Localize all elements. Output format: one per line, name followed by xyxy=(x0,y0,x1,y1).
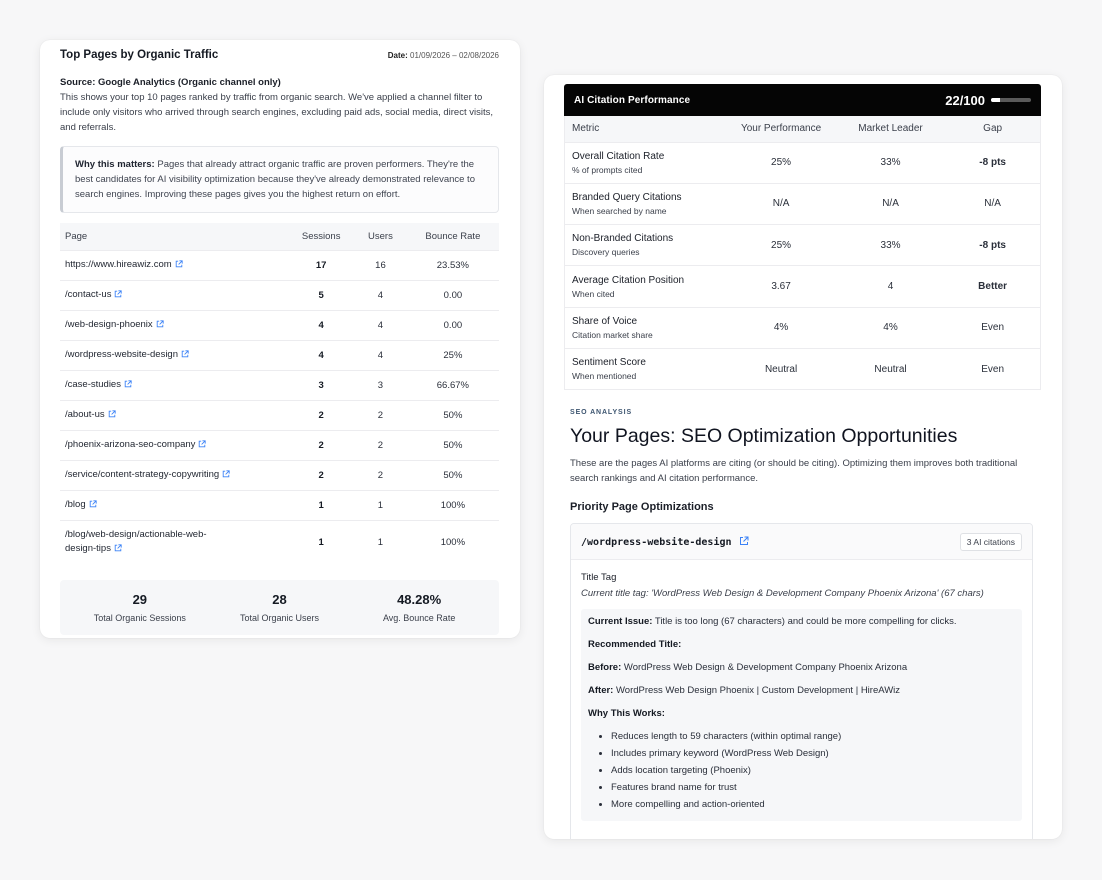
page-path[interactable]: /web-design-phoenix xyxy=(65,319,153,330)
page-path[interactable]: /blog/web-design/actionable-web-design-tips xyxy=(65,528,207,554)
score-value: 22/100 xyxy=(945,92,985,108)
table-row xyxy=(60,430,499,460)
card-header xyxy=(60,49,499,61)
sessions-cell: 1 xyxy=(288,520,354,564)
metric-cell xyxy=(565,348,727,389)
page-link[interactable] xyxy=(60,430,288,460)
page-url-link[interactable] xyxy=(581,532,749,551)
external-link-icon[interactable] xyxy=(222,470,230,481)
recommended-title-heading xyxy=(588,638,1015,652)
bounce-rate-cell: 0.00 xyxy=(407,310,499,340)
page-link[interactable] xyxy=(60,250,288,280)
your-performance-cell: N/A xyxy=(726,183,835,224)
table-row xyxy=(60,250,499,280)
metric-cell xyxy=(565,266,727,307)
users-cell: 4 xyxy=(354,280,407,310)
bounce-rate-cell: 0.00 xyxy=(407,280,499,310)
table-row xyxy=(565,225,1041,266)
metric-name: Overall Citation Rate xyxy=(572,150,665,162)
market-leader-cell: 33% xyxy=(836,142,945,183)
page-path[interactable]: /about-us xyxy=(65,409,105,420)
table-row xyxy=(565,348,1041,389)
users-cell: 4 xyxy=(354,310,407,340)
ai-citation-header xyxy=(564,84,1041,116)
bounce-rate-cell: 50% xyxy=(407,400,499,430)
ai-citation-card xyxy=(544,75,1062,839)
page-link[interactable] xyxy=(60,280,288,310)
section-eyebrow: SEO ANALYSIS xyxy=(570,409,633,417)
page-path[interactable]: /phoenix-arizona-seo-company xyxy=(65,439,196,450)
summary-value: 48.28% xyxy=(397,592,442,607)
bounce-rate-cell: 100% xyxy=(407,490,499,520)
metric-name: Branded Query Citations xyxy=(572,191,682,203)
page-path[interactable]: /contact-us xyxy=(65,289,112,300)
metric-cell xyxy=(565,183,727,224)
gap-cell: -8 pts xyxy=(945,142,1040,183)
external-link-icon[interactable] xyxy=(175,260,183,271)
top-pages-table xyxy=(60,223,499,564)
why-this-works-label: Why This Works: xyxy=(588,708,665,720)
your-performance-cell: 25% xyxy=(726,225,835,266)
metric-subtitle: When mentioned xyxy=(572,371,637,382)
table-header-row xyxy=(565,116,1041,142)
summary-label: Avg. Bounce Rate xyxy=(382,613,456,623)
metric-name: Non-Branded Citations xyxy=(572,233,674,245)
market-leader-cell: Neutral xyxy=(836,348,945,389)
why-this-matters-callout xyxy=(60,146,499,213)
organic-traffic-card xyxy=(40,40,520,638)
metric-subtitle: Citation market share xyxy=(572,329,653,340)
table-row xyxy=(60,280,499,310)
traffic-summary xyxy=(60,580,499,635)
sessions-cell: 3 xyxy=(288,370,354,400)
page-path[interactable]: /case-studies xyxy=(65,379,121,390)
page-path[interactable]: /wordpress-website-design xyxy=(65,349,178,360)
metric-name: Average Citation Position xyxy=(572,274,685,286)
bounce-rate-cell: 25% xyxy=(407,340,499,370)
priority-optimizations-title: Priority Page Optimizations xyxy=(570,501,714,514)
metric-cell xyxy=(565,307,727,348)
metric-subtitle: When searched by name xyxy=(572,205,667,216)
table-row xyxy=(60,400,499,430)
summary-total-sessions xyxy=(71,592,209,623)
page-path[interactable]: https://www.hireawiz.com xyxy=(65,259,172,270)
users-cell: 2 xyxy=(354,400,407,430)
before-title xyxy=(588,661,1015,675)
gap-cell: Better xyxy=(945,266,1040,307)
why-this-works-heading xyxy=(588,707,1015,721)
date-label: Date: xyxy=(387,51,408,60)
metric-cell xyxy=(565,142,727,183)
table-row xyxy=(60,520,499,564)
page-optimization-header xyxy=(571,524,1032,560)
page-link[interactable] xyxy=(60,520,288,564)
date-range xyxy=(388,51,499,60)
bounce-rate-cell: 50% xyxy=(407,460,499,490)
users-cell: 3 xyxy=(354,370,407,400)
citation-metrics-table xyxy=(564,116,1041,390)
score-display xyxy=(945,93,1031,108)
column-header-page: Page xyxy=(65,230,88,242)
page-optimization-card xyxy=(570,523,1033,839)
before-text: WordPress Web Design & Development Company Phoenix Arizona xyxy=(623,662,908,674)
bounce-rate-cell: 100% xyxy=(407,520,499,564)
market-leader-cell: N/A xyxy=(836,183,945,224)
external-link-icon[interactable] xyxy=(114,290,122,301)
title-tag-label: Title Tag xyxy=(581,572,617,584)
current-issue xyxy=(588,615,1015,629)
users-cell: 1 xyxy=(354,490,407,520)
table-row xyxy=(565,266,1041,307)
page-url[interactable]: /wordpress-website-design xyxy=(581,537,732,549)
before-label: Before: xyxy=(588,662,622,674)
summary-label: Total Organic Sessions xyxy=(93,613,186,623)
gap-cell: N/A xyxy=(945,183,1040,224)
metric-subtitle: % of prompts cited xyxy=(572,164,643,175)
summary-label: Total Organic Users xyxy=(239,613,319,623)
column-header-metric: Metric xyxy=(565,116,727,142)
table-row xyxy=(60,310,499,340)
metric-subtitle: When cited xyxy=(572,288,615,299)
column-header-market-leader: Market Leader xyxy=(836,116,945,142)
page-link[interactable] xyxy=(60,310,288,340)
table-row xyxy=(565,142,1041,183)
table-row xyxy=(565,183,1041,224)
market-leader-cell: 4 xyxy=(836,266,945,307)
table-row xyxy=(60,460,499,490)
summary-value: 29 xyxy=(132,592,148,607)
users-cell: 4 xyxy=(354,340,407,370)
sessions-cell: 2 xyxy=(288,460,354,490)
card-title: Top Pages by Organic Traffic xyxy=(60,49,219,61)
date-value: 01/09/2026 – 02/08/2026 xyxy=(410,51,499,60)
score-progress-fill xyxy=(991,98,1000,102)
bounce-rate-cell: 50% xyxy=(407,430,499,460)
metric-name: Share of Voice xyxy=(572,315,638,327)
page-link[interactable] xyxy=(60,460,288,490)
column-header-sessions: Sessions xyxy=(301,230,341,242)
page-link[interactable] xyxy=(60,490,288,520)
your-performance-cell: 3.67 xyxy=(726,266,835,307)
metric-cell xyxy=(565,225,727,266)
page-link[interactable] xyxy=(60,340,288,370)
external-link-icon[interactable] xyxy=(181,350,189,361)
market-leader-cell: 33% xyxy=(836,225,945,266)
summary-total-users xyxy=(210,592,348,623)
your-performance-cell: 25% xyxy=(726,142,835,183)
column-header-your-performance: Your Performance xyxy=(726,116,835,142)
table-row xyxy=(60,490,499,520)
gap-cell: -8 pts xyxy=(945,225,1040,266)
page-optimization-body xyxy=(571,560,1032,821)
citation-count-badge: 3 AI citations xyxy=(960,533,1022,551)
recommendation-box xyxy=(581,609,1022,821)
after-label: After: xyxy=(588,685,614,697)
page-link[interactable] xyxy=(60,400,288,430)
table-row xyxy=(60,370,499,400)
gap-cell: Even xyxy=(945,348,1040,389)
table-row xyxy=(565,307,1041,348)
your-performance-cell: Neutral xyxy=(726,348,835,389)
after-text: WordPress Web Design Phoenix | Custom Development | HireAWiz xyxy=(615,685,901,697)
list-item: • Features brand name for trust xyxy=(611,779,1015,796)
users-cell: 2 xyxy=(354,430,407,460)
callout-text: Pages that already attract organic traffic are proven performers. They're the best candidates for AI visibility optimization because they've already demonstrated relevance to search engines. Improving these pages gives you the highest return on effort. xyxy=(75,159,475,200)
recommended-title-label: Recommended Title: xyxy=(588,639,682,651)
current-issue-label: Current Issue: xyxy=(588,616,653,628)
table-row xyxy=(60,340,499,370)
sessions-cell: 4 xyxy=(288,310,354,340)
gap-cell: Even xyxy=(945,307,1040,348)
column-header-gap: Gap xyxy=(945,116,1040,142)
ai-citation-title: AI Citation Performance xyxy=(574,94,691,106)
column-header-users: Users xyxy=(368,230,393,242)
external-link-icon[interactable] xyxy=(739,533,749,551)
metric-subtitle: Discovery queries xyxy=(572,247,640,258)
external-link-icon[interactable] xyxy=(124,380,132,391)
summary-avg-bounce xyxy=(350,592,488,623)
current-issue-text: Title is too long (67 characters) and could be more compelling for clicks. xyxy=(654,616,957,628)
sessions-cell: 17 xyxy=(288,250,354,280)
list-item: • Adds location targeting (Phoenix) xyxy=(611,762,1015,779)
bounce-rate-cell: 66.67% xyxy=(407,370,499,400)
metric-name: Sentiment Score xyxy=(572,357,646,369)
your-performance-cell: 4% xyxy=(726,307,835,348)
sessions-cell: 1 xyxy=(288,490,354,520)
list-item: • Reduces length to 59 characters (within optimal range) xyxy=(611,728,1015,745)
list-item: • Includes primary keyword (WordPress Web Design) xyxy=(611,745,1015,762)
market-leader-cell: 4% xyxy=(836,307,945,348)
page-path[interactable]: /service/content-strategy-copywriting xyxy=(65,469,220,480)
external-link-icon[interactable] xyxy=(108,410,116,421)
section-heading: Your Pages: SEO Optimization Opportunities xyxy=(570,425,958,448)
external-link-icon[interactable] xyxy=(198,440,206,451)
page-link[interactable] xyxy=(60,370,288,400)
bounce-rate-cell: 23.53% xyxy=(407,250,499,280)
card-description: This shows your top 10 pages ranked by traffic from organic search. We've applied a channel filter to include only visitors who arrived through search engines, excluding paid ads, social media, direct visits, and referrals. xyxy=(60,92,493,133)
users-cell: 16 xyxy=(354,250,407,280)
sessions-cell: 5 xyxy=(288,280,354,310)
external-link-icon[interactable] xyxy=(156,320,164,331)
data-source: Source: Google Analytics (Organic channel only) xyxy=(60,77,281,88)
list-item: • More compelling and action-oriented xyxy=(611,796,1015,813)
reasons-list xyxy=(588,728,1015,813)
page-path[interactable]: /blog xyxy=(65,499,86,510)
sessions-cell: 4 xyxy=(288,340,354,370)
column-header-bounce-rate: Bounce Rate xyxy=(425,230,481,242)
score-progress-bar xyxy=(991,98,1031,102)
current-title-tag: Current title tag: 'WordPress Web Design & Development Company Phoenix Arizona' (67 chars) xyxy=(581,588,984,600)
section-description: These are the pages AI platforms are citing (or should be citing). Optimizing them improves both traditional search rankings and AI citation performance. xyxy=(570,458,1018,485)
users-cell: 1 xyxy=(354,520,407,564)
table-header-row xyxy=(60,223,499,250)
external-link-icon[interactable] xyxy=(89,500,97,511)
external-link-icon[interactable] xyxy=(114,543,122,557)
users-cell: 2 xyxy=(354,460,407,490)
sessions-cell: 2 xyxy=(288,430,354,460)
summary-value: 28 xyxy=(272,592,287,607)
sessions-cell: 2 xyxy=(288,400,354,430)
callout-label: Why this matters: xyxy=(75,159,155,170)
after-title xyxy=(588,684,1015,698)
